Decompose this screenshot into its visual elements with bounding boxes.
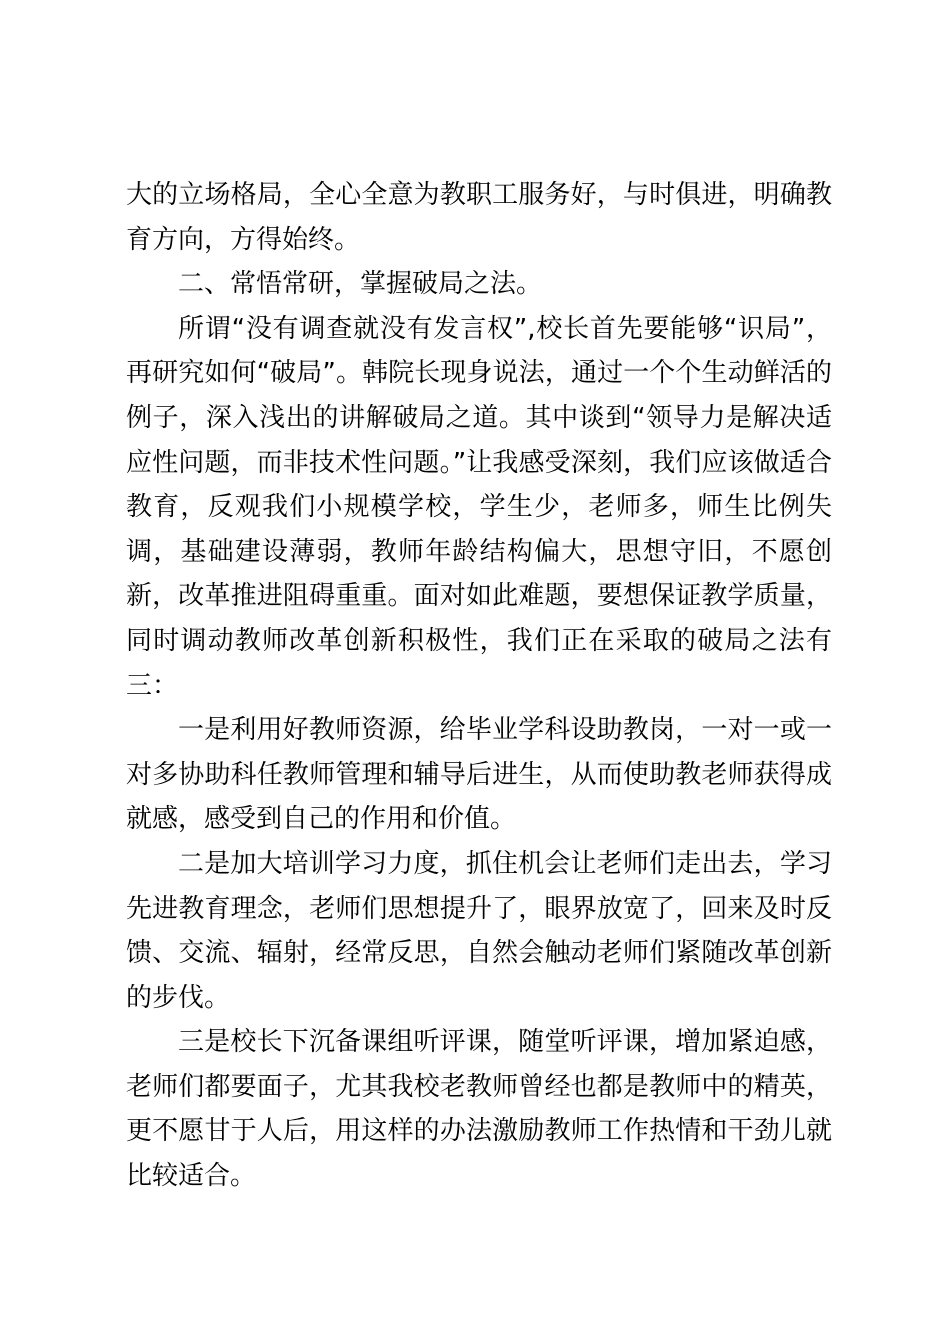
paragraph-method-two: 二是加大培训学习力度，抓住机会让老师们走出去，学习先进教育理念，老师们思想提升了，眼界放宽了，回来及时反馈、交流、辐射，经常反思，自然会触动老师们紧随改革创新的步伐。 (126, 848, 832, 1013)
section-heading: 二、常悟常研，掌握破局之法。 (178, 269, 543, 300)
paragraph-intro: 所谓“没有调查就没有发言权”,校长首先要能够“识局”，再研究如何“破局”。韩院长现身说法，通过一个个生动鲜活的例子，深入浅出的讲解破局之道。其中谈到“领导力是解决适应性问题，而非技术性问题。”让我感受深刻，我们应该做适合教育，反观我们小规模学校，学生少，老师多，师生比例失调，基础建设薄弱，教师年龄结构偏大，思想守旧，不愿创新，改革推进阻碍重重。面对如此难题，要想保证教学质量，同时调动教师改革创新积极性，我们正在采取的破局之法有三： (126, 313, 832, 701)
document-body (126, 173, 832, 1199)
paragraph-continuation: 大的立场格局，全心全意为教职工服务好，与时俱进，明确教育方向，方得始终。 (126, 180, 832, 255)
paragraph-method-one: 一是利用好教师资源，给毕业学科设助教岗，一对一或一对多协助科任教师管理和辅导后进生，从而使助教老师获得成就感，感受到自己的作用和价值。 (126, 715, 832, 835)
paragraph-method-three: 三是校长下沉备课组听评课，随堂听评课，增加紧迫感，老师们都要面子，尤其我校老教师曾经也都是教师中的精英，更不愿甘于人后，用这样的办法激励教师工作热情和干劲儿就比较适合。 (126, 1027, 832, 1192)
